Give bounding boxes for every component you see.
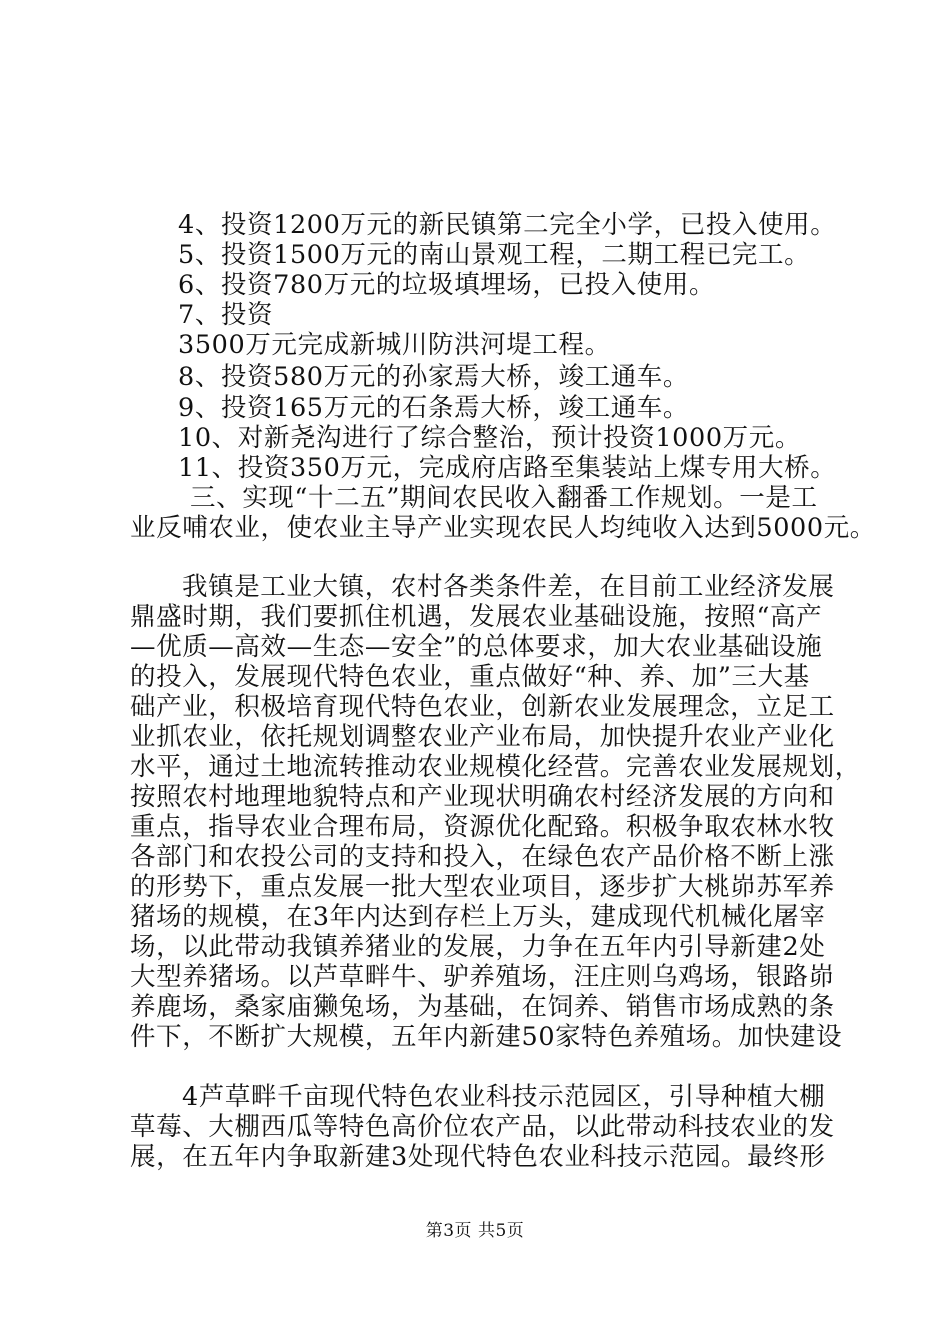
paragraph-1-line: 的形势下，重点发展一批大型农业项目，逐步扩大桃峁苏军养: [130, 872, 835, 902]
paragraph-1-line: 鼎盛时期，我们要抓住机遇，发展农业基础设施，按照“高产: [130, 602, 823, 632]
paragraph-1-line: 大型养猪场。以芦草畔牛、驴养殖场，汪庄则乌鸡场，银路峁: [130, 962, 835, 992]
paragraph-1-line: 业抓农业，依托规划调整农业产业布局，加快提升农业产业化: [130, 722, 835, 752]
paragraph-1-line: 猪场的规模，在3年内达到存栏上万头，建成现代机械化屠宰: [130, 902, 826, 932]
list-item-4: 4、投资1200万元的新民镇第二完全小学，已投入使用。: [178, 210, 837, 240]
paragraph-1-line: 各部门和农投公司的支持和投入，在绿色农产品价格不断上涨: [130, 842, 835, 872]
list-item-10: 10、对新尧沟进行了综合整治，预计投资1000万元。: [178, 423, 801, 453]
list-item-7-continued: 3500万元完成新城川防洪河堤工程。: [178, 330, 611, 360]
paragraph-1-line: 础产业，积极培育现代特色农业，创新农业发展理念，立足工: [130, 692, 835, 722]
section-3-line-2: 业反哺农业，使农业主导产业实现农民人均纯收入达到5000元。: [130, 513, 876, 543]
paragraph-2-line: 4芦草畔千亩现代特色农业科技示范园区，引导种植大棚: [182, 1082, 826, 1112]
list-item-9: 9、投资165万元的石条焉大桥，竣工通车。: [178, 393, 689, 423]
paragraph-1-line: —优质—高效—生态—安全”的总体要求，加大农业基础设施: [130, 632, 823, 662]
list-item-7: 7、投资: [178, 300, 274, 330]
paragraph-2-line: 草莓、大棚西瓜等特色高价位农产品，以此带动科技农业的发: [130, 1112, 835, 1142]
paragraph-2-line: 展，在五年内争取新建3处现代特色农业科技示范园。最终形: [130, 1142, 826, 1172]
paragraph-1-line: 养鹿场，桑家庙獭兔场，为基础，在饲养、销售市场成熟的条: [130, 992, 835, 1022]
list-item-6: 6、投资780万元的垃圾填埋场，已投入使用。: [178, 270, 716, 300]
section-3-line-1: 三、实现“十二五”期间农民收入翻番工作规划。一是工: [190, 483, 818, 513]
page-number-footer: 第3页 共5页: [425, 1221, 525, 1241]
list-item-8: 8、投资580万元的孙家焉大桥，竣工通车。: [178, 362, 689, 392]
paragraph-1-line: 场，以此带动我镇养猪业的发展，力争在五年内引导新建2处: [130, 932, 826, 962]
paragraph-1-line: 水平，通过土地流转推动农业规模化经营。完善农业发展规划，: [130, 752, 861, 782]
paragraph-1-line: 件下，不断扩大规模，五年内新建50家特色养殖场。加快建设: [130, 1022, 843, 1052]
paragraph-1-line: 的投入，发展现代特色农业，重点做好“种、养、加”三大基: [130, 662, 810, 692]
list-item-5: 5、投资1500万元的南山景观工程，二期工程已完工。: [178, 240, 811, 270]
paragraph-1-line: 重点，指导农业合理布局，资源优化配臵。积极争取农林水牧: [130, 812, 835, 842]
paragraph-1-line: 按照农村地理地貌特点和产业现状明确农村经济发展的方向和: [130, 782, 835, 812]
paragraph-1-line: 我镇是工业大镇，农村各类条件差，在目前工业经济发展: [182, 572, 835, 602]
list-item-11: 11、投资350万元，完成府店路至集装站上煤专用大桥。: [178, 453, 837, 483]
